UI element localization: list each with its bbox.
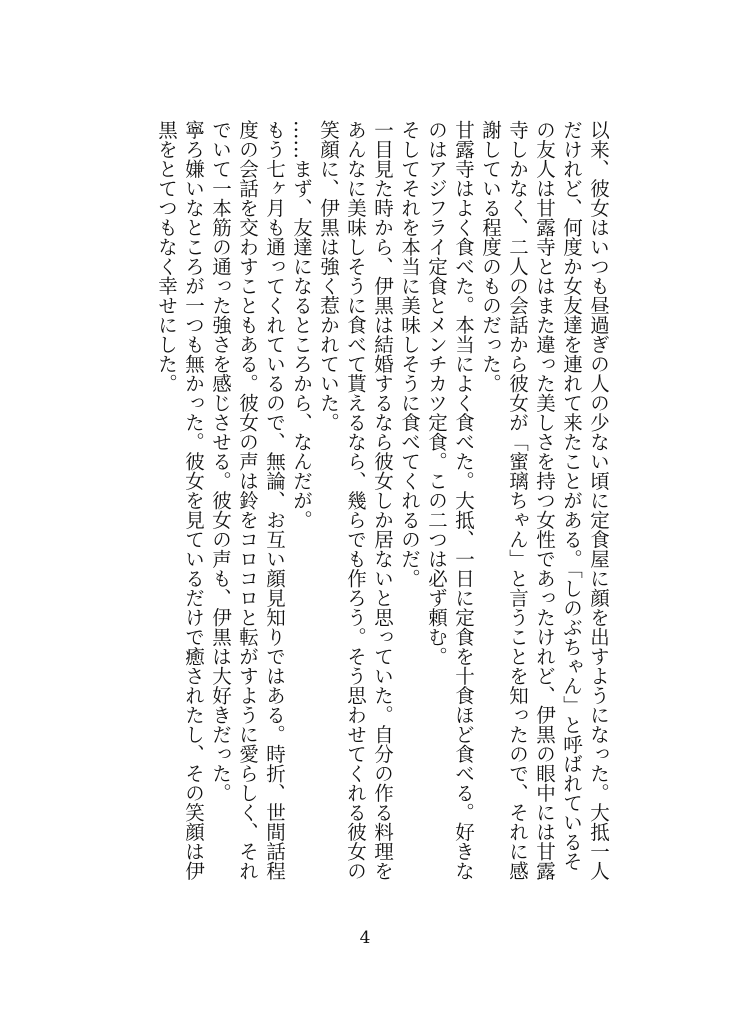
paragraph-3: そしてそれを本当に美味しそうに食べてくれるのだ。: [398, 120, 421, 588]
paragraph-6: もう七ヶ月も通ってくれているので、無論、お互い顔見知りではある。時折、世間話程度の会話を交わすこともある。彼女の声は鈴をコロコロと転がすように愛らしく、それでいて一本筋の通った強さを感じさせる。彼女の声も、伊黒は大好きだった。: [209, 120, 286, 881]
paragraph-1: 以来、彼女はいつも昼過ぎの人の少ない頃に定食屋に顔を出すようになった。大抵一人だけれど、何度か女友達を連れて来たことがある。「しのぶちゃん」と呼ばれているその友人は甘露寺とはまた違った美しさを持つ女性であったけれど、伊黒の眼中には甘露寺しかなく、二人の会話から彼女が「蜜璃ちゃん」と言うことを知ったので、それに感謝している程度のものだった。: [479, 120, 610, 881]
page-number: 4: [359, 928, 371, 948]
paragraph-7: 寧ろ嫌いなところが一つも無かった。彼女を見ているだけで癒されたし、その笑顔は伊黒をとてつもなく幸せにした。: [155, 120, 205, 881]
paragraph-5: ……まず、友達になるところから、なんだが。: [290, 120, 313, 530]
vertical-text-body: [118, 120, 612, 888]
paragraph-4: 一目見た時から、伊黒は結婚するなら彼女しか居ないと思っていた。自分の作る料理をあんなに美味しそうに食べて貰えるなら、幾らでも作ろう。そう思わせてくれる彼女の笑顔に、伊黒は強く惹かれていた。: [317, 120, 394, 881]
paragraph-2: 甘露寺はよく食べた。本当によく食べた。大抵、一日に定食を十食ほど食べる。好きなのはアジフライ定食とメンチカツ定食。この二つは必ず頼む。: [425, 120, 475, 881]
